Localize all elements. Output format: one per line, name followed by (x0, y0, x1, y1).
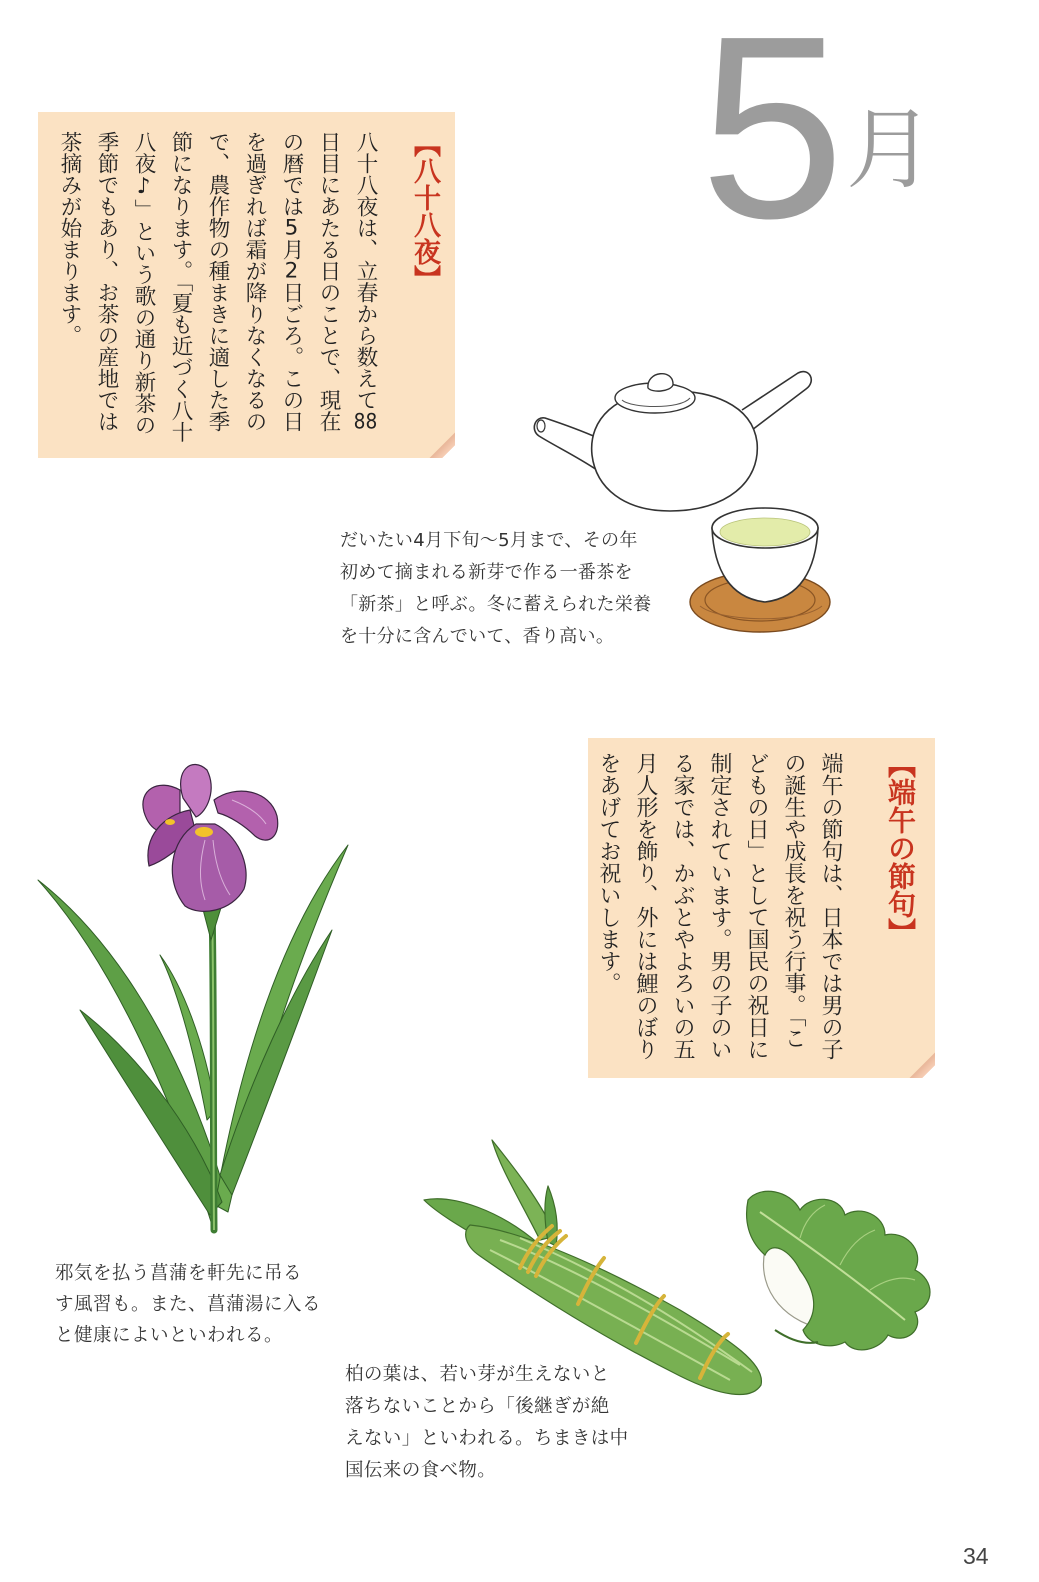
caption-shobu (55, 1258, 321, 1351)
caption-line: 国伝来の食べ物。 (345, 1460, 497, 1481)
kashiwa-mochi-icon (740, 1170, 945, 1380)
text-column: 制定されています。男の子のい (707, 752, 732, 1060)
teapot-icon (525, 355, 820, 515)
text-column: をあげてお祝いします。 (596, 752, 621, 994)
month-kanji: 月 (846, 98, 935, 201)
caption-line: を十分に含んでいて、香り高い。 (340, 626, 615, 647)
page-curl (429, 432, 455, 458)
text-column: 月人形を飾り、外には鯉のぼり (633, 752, 658, 1060)
text-column: 八夜♪」という歌の通り新茶の (131, 131, 156, 436)
caption-line: と健康によいといわれる。 (55, 1325, 284, 1346)
section-body-tango (590, 752, 849, 1074)
caption-line: 柏の葉は、若い芽が生えないと (345, 1364, 610, 1385)
caption-line: だいたい4月下旬〜5月まで、その年 (340, 530, 638, 551)
caption-kashiwa (345, 1359, 629, 1487)
text-column: を過ぎれば霜が降りなくなるの (242, 131, 267, 432)
page-number: 34 (963, 1543, 989, 1569)
upright-digits: 5 (284, 217, 299, 239)
text-column: どもの日」として国民の祝日に (744, 752, 769, 1060)
text-column: 端午の節句は、日本では男の子 (818, 752, 843, 1060)
section-body-hachijuhachiya (51, 131, 384, 461)
text-column: 八十八夜は、立春から数えて88 (353, 131, 378, 432)
text-column: で、農作物の種まきに適した季 (205, 131, 230, 432)
text-column: の暦では5月2日ごろ。この日 (279, 131, 304, 432)
caption-line: 邪気を払う菖蒲を軒先に吊る (55, 1263, 303, 1284)
upright-digits: 2 (284, 260, 299, 282)
month-number: 5 (700, 0, 845, 273)
teacup-icon (685, 495, 835, 640)
caption-shincha (340, 525, 651, 653)
text-column: 日目にあたる日のことで、現在 (316, 131, 341, 432)
section-title-tango: 【端午の節句】 (884, 750, 917, 946)
text-column: 季節でもあり、お茶の産地では (94, 131, 119, 432)
text-column: の誕生や成長を祝う行事。「こ (781, 752, 806, 1049)
section-title-hachijuhachiya: 【八十八夜】 (409, 130, 440, 292)
caption-line: す風習も。また、菖蒲湯に入る (55, 1294, 322, 1315)
upright-digits: 88 (353, 410, 378, 432)
caption-line: えない」といわれる。ちまきは中 (345, 1428, 629, 1449)
caption-line: 初めて摘まれる新芽で作る一番茶を (340, 562, 633, 583)
text-column: る家では、かぶとやよろいの五 (670, 752, 695, 1060)
iris-icon (30, 750, 360, 1240)
caption-line: 「新茶」と呼ぶ。冬に蓄えられた栄養 (340, 594, 652, 615)
text-column: 節になります。「夏も近づく八十 (168, 131, 193, 443)
page-curl (909, 1052, 935, 1078)
text-column: 茶摘みが始まります。 (57, 131, 82, 346)
caption-line: 落ちないことから「後継ぎが絶 (345, 1396, 610, 1417)
